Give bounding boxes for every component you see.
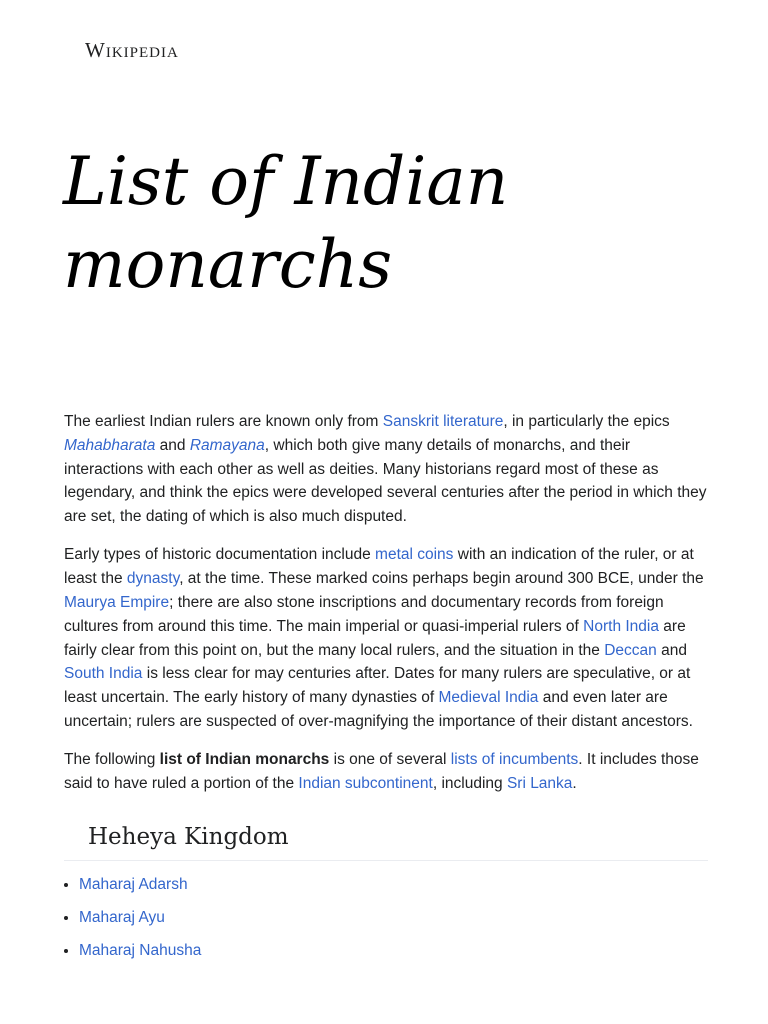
bold-text: list of Indian monarchs — [159, 751, 330, 769]
article-link[interactable]: Medieval India — [438, 689, 539, 707]
paragraph — [64, 748, 708, 796]
body-text: is less clear for may centuries after. Dates for many rulers are speculative, or at least uncertain. The early history of many dynasties of — [64, 665, 691, 707]
article-link[interactable]: Indian subcontinent — [298, 775, 433, 793]
paragraph — [64, 410, 708, 529]
body-text: The following — [64, 751, 160, 769]
body-text: , in particularly the epics — [503, 413, 670, 430]
body-text: . — [572, 775, 577, 793]
article-link[interactable]: metal coins — [375, 546, 454, 564]
article-link[interactable]: North India — [583, 617, 659, 635]
article-link[interactable]: Sanskrit literature — [382, 413, 504, 430]
article-link[interactable]: Sri Lanka — [506, 775, 573, 793]
body-text: ; there are also stone inscriptions and documentary records from foreign cultures from around this time. The main imperial or quasi-imperial rulers of — [64, 594, 664, 635]
body-text: and — [155, 436, 190, 454]
monarch-link[interactable]: Maharaj Ayu — [79, 908, 165, 926]
wikipedia-logo[interactable]: Wikipedia — [85, 38, 179, 62]
article-link[interactable]: dynasty — [126, 570, 180, 588]
body-text: and even later are uncertain; rulers are suspected of over-magnifying the importance of their distant ancestors. — [64, 689, 693, 731]
article-link[interactable]: Maurya Empire — [64, 594, 170, 612]
body-text: . It includes those said to have ruled a portion of the — [64, 751, 699, 793]
body-text: , which both give many details of monarchs, and their interactions with each other as well as deities. Many historians regard most of these as legendary, and think the epics were developed several centuries after the period in which they are set, the dating of which is also much disputed. — [64, 436, 707, 526]
section-heading-heheya-kingdom: Heheya Kingdom — [64, 822, 708, 861]
article-link[interactable]: Deccan — [604, 641, 657, 659]
monarch-link[interactable]: Maharaj Adarsh — [79, 875, 188, 893]
list-item — [79, 939, 708, 963]
monarch-link[interactable]: Maharaj Nahusha — [79, 941, 202, 959]
body-text: , including — [432, 775, 507, 793]
list-item — [79, 906, 708, 930]
article-link[interactable]: South India — [64, 665, 143, 683]
body-text: The earliest Indian rulers are known only from — [64, 413, 383, 430]
monarch-list — [64, 873, 708, 963]
list-item — [79, 873, 708, 897]
body-text: with an indication of the ruler, or at least the — [64, 546, 694, 588]
body-text: Early types of historic documentation include — [64, 546, 376, 564]
body-text: and — [656, 641, 687, 659]
article-content — [64, 410, 708, 972]
article-link[interactable]: Ramayana — [189, 436, 265, 454]
body-text: are fairly clear from this point on, but the many local rulers, and the situation in the — [64, 617, 686, 659]
article-link[interactable]: Mahabharata — [64, 436, 156, 454]
page-title: List of Indian monarchs — [63, 143, 509, 303]
paragraph — [64, 543, 708, 733]
body-text: , at the time. These marked coins perhaps begin around 300 BCE, under the — [179, 570, 704, 588]
body-text: is one of several — [329, 751, 451, 769]
article-link[interactable]: lists of incumbents — [450, 751, 579, 769]
intro-paragraphs — [64, 410, 708, 796]
